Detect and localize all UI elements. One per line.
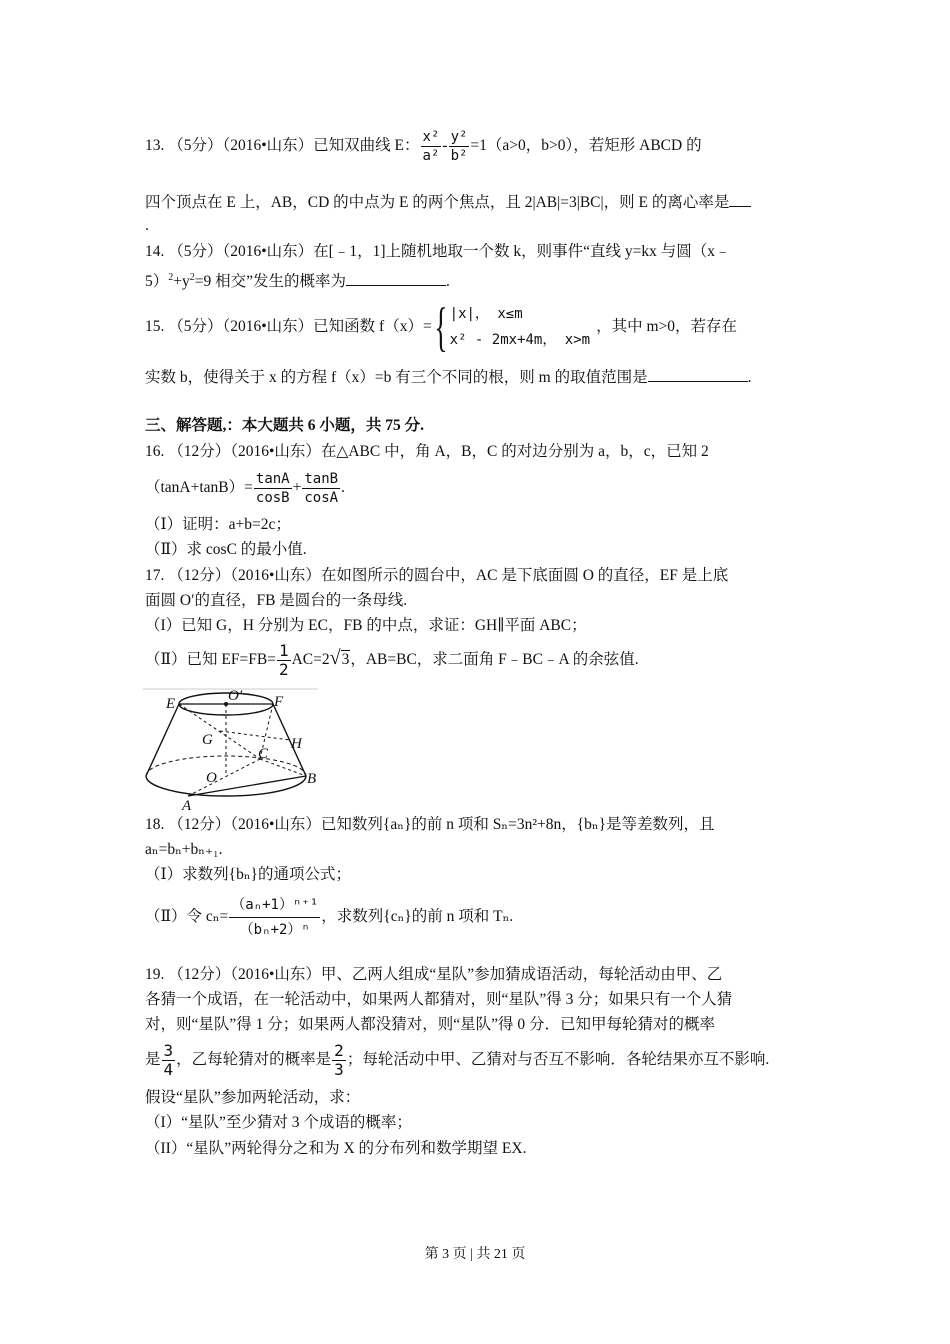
q16-part1: （Ⅰ）证明：a+b=2c； [145,516,291,533]
section-heading: 三、解答题,：本大题共 6 小题，共 75 分. [145,417,425,434]
numerator: tanA [255,471,290,487]
fraction [277,642,291,679]
q16-line1: 16. （12分）（2016•山东）在△ABC 中，角 A，B，C 的对边分别为 a，b，c，已知 2 [145,443,709,460]
q18-part1: （Ⅰ）求数列{bₙ}的通项公式； [145,866,351,883]
denominator: 3 [334,1060,344,1079]
answer-blank [346,271,446,286]
numerator: 1 [278,641,289,660]
q18-line2: aₙ=bₙ+bₙ₊₁. [145,841,223,858]
q15-head: 15. （5分）（2016•山东）已知函数 f（x）= [145,318,432,335]
plus: + [292,479,302,497]
q17-part2 [145,642,639,679]
text: （tanA+tanB）= [145,479,253,497]
text: . [747,369,752,386]
numerator: x² [422,129,440,145]
denominator: （bₙ+2）ⁿ [239,922,310,938]
left-generatrix [146,704,179,776]
denominator: 2 [278,660,289,679]
numerator: 2 [334,1041,344,1060]
q13-line2 [145,192,751,213]
q17-line2: 面圆 O′的直径，FB 是圆台的一条母线. [145,592,408,609]
case-1: |x|， x≤m [449,306,523,323]
superscript: 2 [168,272,174,283]
label-C: C [258,746,269,762]
q18-line1: 18. （12分）（2016•山东）已知数列{aₙ}的前 n 项和 Sₙ=3n²+8n，{bₙ}是等差数列，且 [145,816,715,833]
q19-line2: 各猜一个成语，在一轮活动中，如果两人都猜对，则“星队”得 3 分；如果只有一个人猜 [145,991,733,1008]
text: ，AB=BC，求二面角 F﹣BC﹣A 的余弦值. [350,651,639,669]
sqrt-value: 3 [341,651,350,669]
label-O1: O′ [228,688,243,704]
q14-line2 [145,268,450,292]
numerator: （aₙ+1）ⁿ⁺¹ [229,893,320,918]
q19-part2: （II）“星队”两轮得分之和为 X 的分布列和数学期望 EX. [145,1140,527,1157]
text: +y [173,273,190,291]
q18-part2 [145,893,513,942]
sqrt-sign: √ [329,647,341,670]
q19-line3: 对，则“星队”得 1 分；如果两人都没猜对，则“星队”得 0 分．已知甲每轮猜对的概率 [145,1016,716,1033]
text: . [446,273,450,291]
label-O: O [206,770,217,786]
label-B: B [307,771,317,787]
denominator: cosB [255,490,290,506]
fraction [332,1042,346,1079]
text: 是 [145,1051,161,1069]
minus: - [442,137,448,155]
brace: { [434,297,448,358]
answer-blank [648,367,748,382]
numerator: tanB [304,471,339,487]
q19-line1: 19. （12分）（2016•山东）甲、乙两人组成“星队”参加猜成语活动，每轮活动由甲、乙 [145,966,723,983]
label-F: F [274,694,284,710]
label-G: G [202,732,213,748]
q14-line1: 14. （5分）（2016•山东）在[﹣1，1]上随机地取一个数 k，则事件“直线 y=kx 与圆（x﹣ [145,243,731,260]
text: 实数 b，使得关于 x 的方程 f（x）=b 有三个不同的根，则 m 的取值范围是 [145,369,648,386]
q17-part1: （I）已知 G，H 分别为 EC，FB 的中点，求证：GH∥平面 ABC； [145,617,587,634]
text: AC=2 [291,651,330,669]
page-footer: 第 3 页 | 共 21 页 [424,1247,526,1262]
text: 5） [145,273,169,291]
fraction [229,893,320,942]
q13-head: 13. （5分）（2016•山东）已知双曲线 E： [145,137,420,155]
text: =9 相交”发生的概率为 [194,273,347,291]
frustum-figure [140,686,320,814]
text: 四个顶点在 E 上，AB，CD 的中点为 E 的两个焦点，且 2|AB|=3|BC|，则 E 的离心率是 [145,194,730,211]
q15-line1 [145,297,738,358]
q13-tail: =1（a>0，b>0），若矩形 ABCD 的 [470,137,702,155]
fraction [254,470,292,507]
fraction [449,128,470,165]
text: （Ⅱ）令 cₙ= [145,908,229,926]
q19-part1: （I）“星队”至少猜对 3 个成语的概率； [145,1114,412,1131]
fraction [162,1042,176,1079]
numerator: 3 [163,1041,174,1060]
q16-line2 [145,470,345,507]
piecewise-function [432,297,591,358]
numerator: y² [450,129,468,145]
denominator: a² [422,148,440,164]
fraction [421,128,442,165]
case-2: x² - 2mx+4m， x>m [449,332,591,349]
bottom-circle-front [146,776,306,796]
label-H: H [291,736,302,752]
text: ；每轮活动中甲、乙猜对与否互不影响．各轮结果亦互不影响. [346,1051,770,1069]
q15-line2 [145,367,751,388]
text: （Ⅱ）已知 EF=FB= [145,651,276,669]
text: ，乙每轮猜对的概率是 [176,1051,332,1069]
q15-tail: ，其中 m>0，若存在 [596,318,738,335]
text: ，求数列{cₙ}的前 n 项和 Tₙ. [321,908,514,926]
superscript: 2 [189,272,195,283]
denominator: cosA [304,490,339,506]
label-A: A [182,798,192,814]
segment-EC [179,704,260,759]
text: . [341,479,345,497]
denominator: b² [450,148,468,164]
q13-line1 [145,128,702,165]
q19-line4 [145,1042,769,1079]
q13-line3: . [145,217,149,234]
label-E: E [166,696,176,712]
answer-blank [729,192,751,207]
q17-line1: 17. （12分）（2016•山东）在如图所示的圆台中，AC 是下底面圆 O 的直径，EF 是上底 [145,567,729,584]
denominator: 4 [163,1060,174,1079]
fraction [302,470,340,507]
q19-line5: 假设“星队”参加两轮活动，求： [145,1089,361,1106]
q16-part2: （Ⅱ）求 cosC 的最小值. [145,541,307,558]
